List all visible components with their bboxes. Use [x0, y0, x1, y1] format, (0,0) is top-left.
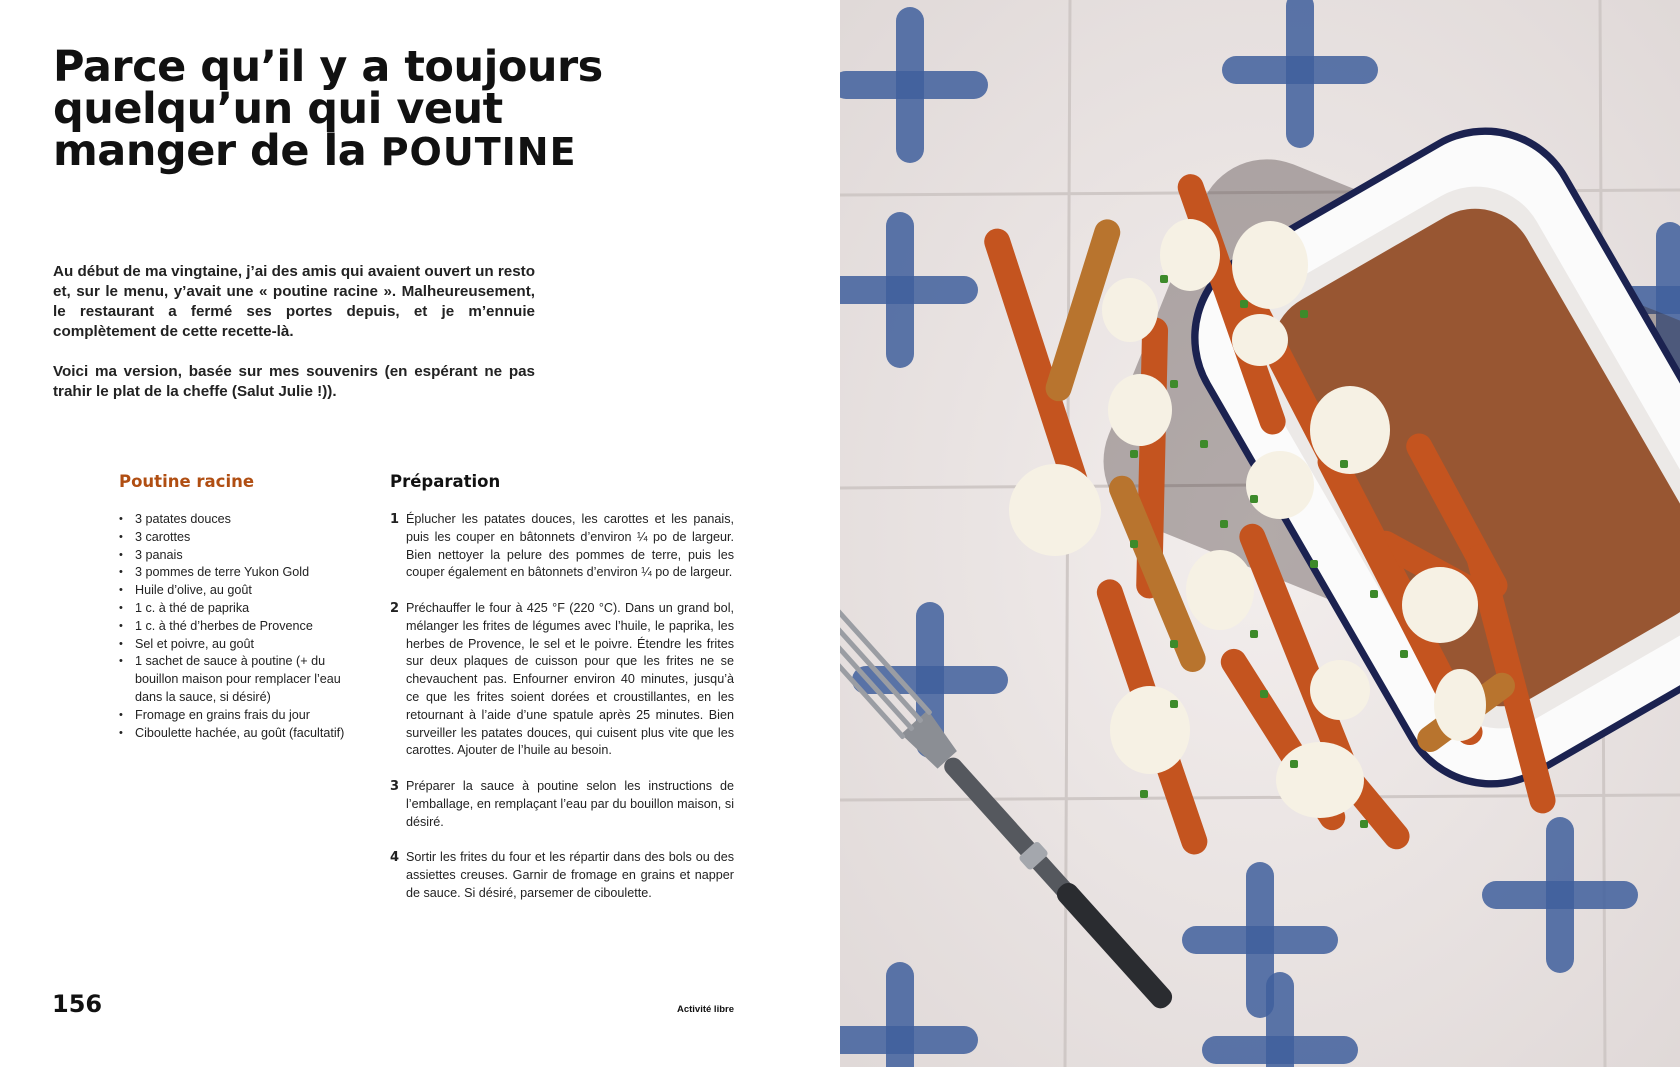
chive-piece — [1160, 275, 1168, 283]
cheese-curd — [1310, 386, 1390, 474]
chive-piece — [1130, 540, 1138, 548]
chive-piece — [1260, 690, 1268, 698]
step-text: Éplucher les patates douces, les carottes et les panais, puis les couper en bâtonnets d’environ ¼ po de largeur. Bien nettoyer la pelure des pommes de terre, puis les couper également en bâtonnets d’environ ¼ po de largeur. — [406, 512, 734, 580]
cheese-curd — [1246, 451, 1314, 519]
cheese-curd — [1110, 686, 1190, 774]
title-line-3: manger de la — [53, 126, 381, 176]
ingredients-list — [119, 511, 369, 742]
ingredient-item: • 3 patates douces — [119, 511, 369, 529]
chive-piece — [1250, 630, 1258, 638]
preparation-steps — [390, 511, 734, 920]
ingredient-item: • Huile d’olive, au goût — [119, 582, 369, 600]
ingredient-item: • 3 pommes de terre Yukon Gold — [119, 564, 369, 582]
preparation-title: Préparation — [390, 472, 501, 491]
ingredients-title: Poutine racine — [119, 472, 255, 491]
chive-piece — [1400, 650, 1408, 658]
chive-piece — [1170, 640, 1178, 648]
chive-piece — [1310, 560, 1318, 568]
chive-piece — [1250, 495, 1258, 503]
ingredient-item: • Sel et poivre, au goût — [119, 636, 369, 654]
step-text: Préparer la sauce à poutine selon les instructions de l’emballage, en remplaçant l’eau par du bouillon maison, si désiré. — [406, 778, 734, 829]
step-number: 1 — [390, 512, 400, 527]
ingredient-item: • Fromage en grains frais du jour — [119, 707, 369, 725]
cheese-curd — [1009, 464, 1101, 556]
ingredient-item: • 3 panais — [119, 547, 369, 565]
cheese-curd — [1232, 314, 1288, 366]
running-footer: Activité libre — [676, 1004, 734, 1015]
cheese-curd — [1186, 550, 1254, 630]
page-number: 156 — [52, 990, 103, 1018]
cheese-curd — [1310, 660, 1370, 720]
ingredient-item: • 1 c. à thé d’herbes de Provence — [119, 618, 369, 636]
chive-piece — [1300, 310, 1308, 318]
page-title — [53, 42, 753, 176]
ingredient-item: • 1 sachet de sauce à poutine (+ du bouillon maison pour remplacer l’eau dans la sauce, si désiré) — [119, 653, 369, 706]
chive-piece — [1370, 590, 1378, 598]
cheese-curd — [1160, 219, 1220, 291]
chive-piece — [1140, 790, 1148, 798]
step-number: 2 — [390, 600, 400, 616]
chive-piece — [1170, 380, 1178, 388]
cheese-curd — [1402, 567, 1478, 643]
ingredient-item: • Ciboulette hachée, au goût (facultatif) — [119, 725, 369, 743]
intro-text — [53, 262, 535, 422]
title-line-2: quelqu’un qui veut — [53, 84, 503, 134]
preparation-step — [390, 849, 734, 902]
chive-piece — [1170, 700, 1178, 708]
preparation-step — [390, 600, 734, 760]
title-line-1: Parce qu’il y a toujours — [53, 42, 603, 92]
chive-piece — [1360, 820, 1368, 828]
preparation-step — [390, 778, 734, 831]
cheese-curd — [1102, 278, 1158, 342]
cheese-curd — [1108, 374, 1172, 446]
cheese-curd — [1232, 221, 1308, 309]
title-highlight: POUTINE — [380, 130, 577, 174]
chive-piece — [1220, 520, 1228, 528]
step-text: Préchauffer le four à 425 °F (220 °C). Dans un grand bol, mélanger les frites de légumes avec l’huile, le paprika, les herbes de Provence, le sel et le poivre. Étendre les frites sur deux plaques de cuisson pour que les frites ne se chevauchent pas. Enfourner environ 40 minutes, jusqu’à ce que les frites soient dorées et croustillantes, en les retournant à l’aide d’une spatule après 25 minutes. Bien surveiller les patates douces, qui cuisent plus vite que les carottes. Ajouter de l’huile au besoin. — [406, 600, 734, 758]
right-page — [840, 0, 1680, 1067]
ingredient-item: • 3 carottes — [119, 529, 369, 547]
chive-piece — [1130, 450, 1138, 458]
intro-paragraph-2: Voici ma version, basée sur mes souvenirs (en espérant ne pas trahir le plat de la cheffe (Salut Julie !)). — [53, 363, 535, 400]
ingredient-item: • 1 c. à thé de paprika — [119, 600, 369, 618]
chive-piece — [1200, 440, 1208, 448]
chive-piece — [1340, 460, 1348, 468]
cheese-curd — [1276, 742, 1364, 818]
step-number: 3 — [390, 778, 400, 794]
chive-piece — [1290, 760, 1298, 768]
intro-paragraph-1: Au début de ma vingtaine, j’ai des amis qui avaient ouvert un resto et, sur le menu, y’avait une « poutine racine ». Malheureusement, le restaurant a fermé ses portes depuis, et je m’ennuie complètement de cette recette-là. — [53, 263, 535, 340]
step-number: 4 — [390, 850, 400, 866]
chive-piece — [1240, 300, 1248, 308]
preparation-step — [390, 511, 734, 582]
poutine-photo — [840, 0, 1680, 1067]
step-text: Sortir les frites du four et les répartir dans des bols ou des assiettes creuses. Garnir de fromage en grains et napper de sauce. Si désiré, parsemer de ciboulette. — [406, 850, 734, 900]
cheese-curd — [1434, 669, 1486, 741]
